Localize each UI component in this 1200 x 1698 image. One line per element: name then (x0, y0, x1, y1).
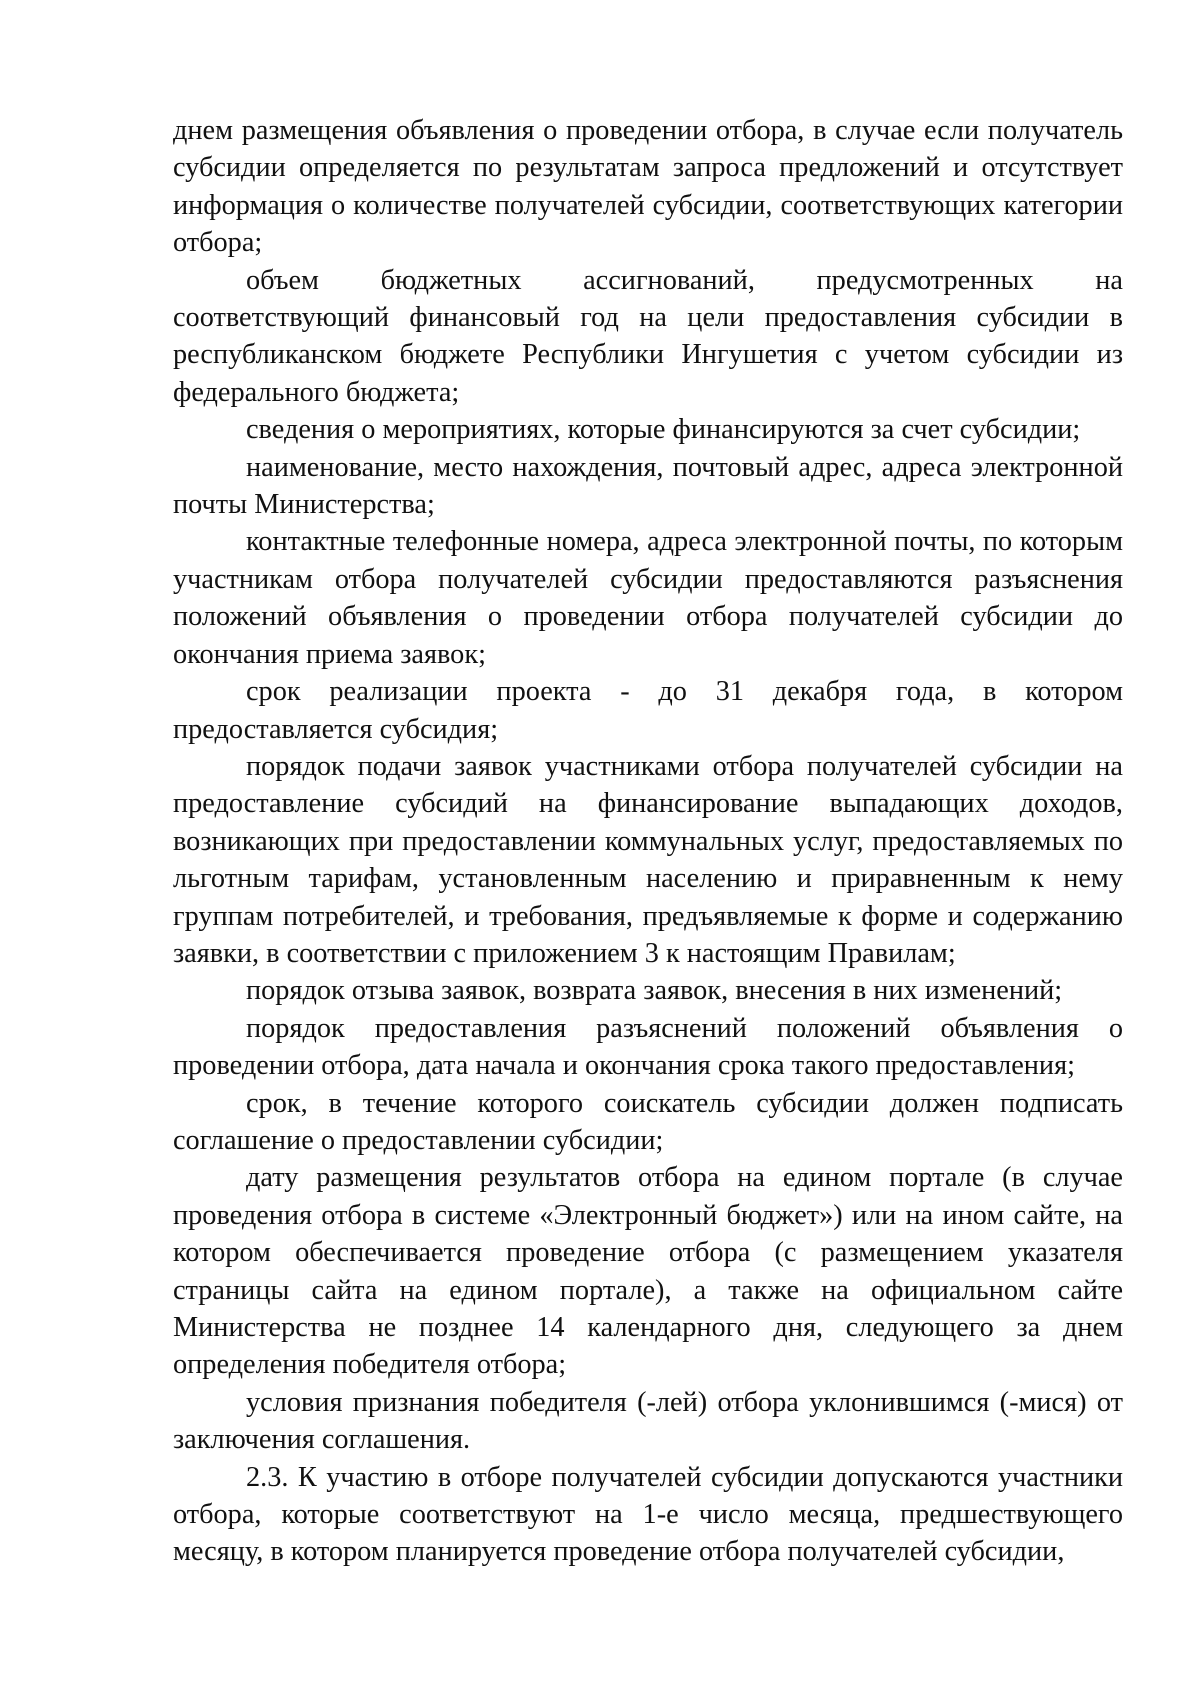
paragraph-evasion-conditions: условия признания победителя (-лей) отбора уклонившимся (-мися) от заключения соглашения. (173, 1386, 1123, 1456)
paragraph-section-2-3: 2.3. К участию в отборе получателей субсидии допускаются участники отбора, которые соответствуют на 1-е число месяца, предшествующего месяцу, в котором планируется проведение отбора получателей субсидии, (173, 1461, 1123, 1568)
paragraph-contact-phones: контактные телефонные номера, адреса электронной почты, по которым участникам отбора получателей субсидии предоставляются разъяснения положений объявления о проведении отбора получателей субсидии до окончания приема заявок; (173, 526, 1123, 670)
paragraph-clarification-procedure: порядок предоставления разъяснений положений объявления о проведении отбора, дата начала и окончания срока такого предоставления; (173, 1012, 1123, 1082)
paragraph-ministry-address: наименование, место нахождения, почтовый адрес, адреса электронной почты Министерства; (173, 451, 1123, 521)
paragraph-application-procedure: порядок подачи заявок участниками отбора получателей субсидии на предоставление субсидий на финансирование выпадающих доходов, возникающих при предоставлении коммунальных услуг, предоставляемых по льготным тарифам, установленным населению и приравненным к нему группам потребителей, и требования, предъявляемые к форме и содержанию заявки, в соответствии с приложением 3 к настоящим Правилам; (173, 750, 1123, 969)
paragraph-activities: сведения о мероприятиях, которые финансируются за счет субсидии; (246, 414, 1081, 446)
paragraph-signing-term: срок, в течение которого соискатель субсидии должен подписать соглашение о предоставлении субсидии; (173, 1087, 1123, 1156)
paragraph-withdrawal-procedure: порядок отзыва заявок, возврата заявок, внесения в них изменений; (246, 975, 1063, 1007)
paragraph-results-publication: дату размещения результатов отбора на едином портале (в случае проведения отбора в системе «Электронный бюджет») или на ином сайте, на котором обеспечивается проведение отбора (с размещением указателя страницы сайта на едином портале), а также на официальном сайте Министерства не позднее 14 календарного дня, следующего за днем определения победителя отбора; (173, 1162, 1123, 1381)
paragraph-project-term: срок реализации проекта - до 31 декабря года, в котором предоставляется субсидия; (173, 676, 1123, 745)
paragraph-budget-allocations: объем бюджетных ассигнований, предусмотренных на соответствующий финансовый год на цели предоставления субсидии в республиканском бюджете Республики Ингушетия с учетом субсидии из федерального бюджета; (173, 264, 1123, 408)
document-body (173, 112, 1123, 1571)
paragraph-continuation: днем размещения объявления о проведении отбора, в случае если получатель субсидии определяется по результатам запроса предложений и отсутствует информация о количестве получателей субсидии, соответствующих категории отбора; (173, 115, 1123, 259)
